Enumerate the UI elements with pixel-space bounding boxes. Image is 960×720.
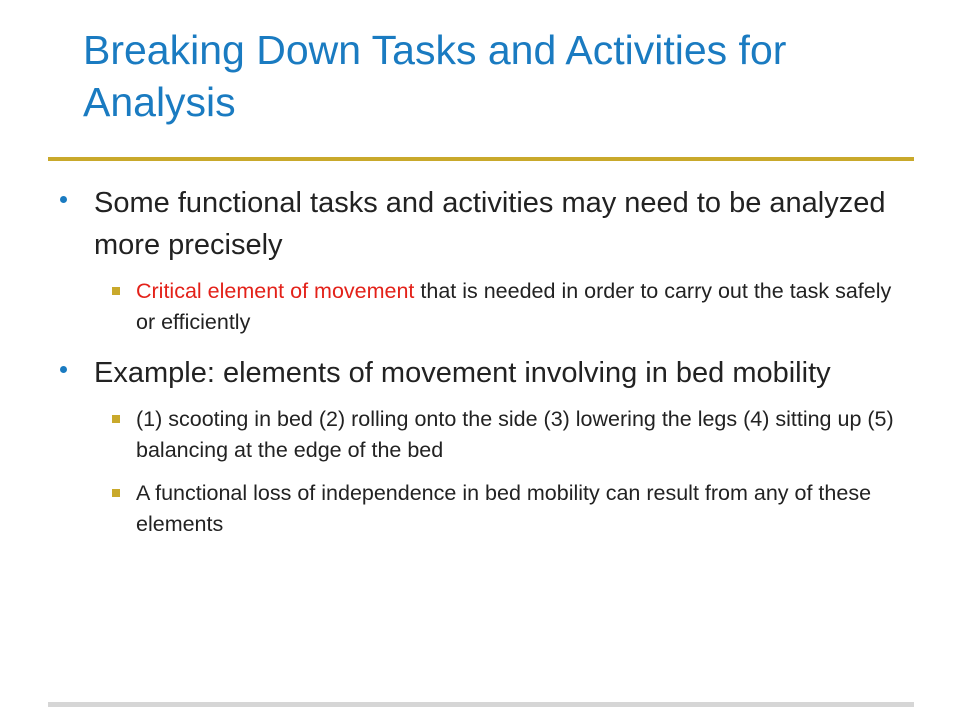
slide-body xyxy=(48,182,898,552)
sub-bullet-1-1 xyxy=(48,276,898,338)
footer-divider xyxy=(48,702,914,707)
square-bullet-icon xyxy=(112,287,120,295)
highlight-text: Critical element of movement xyxy=(136,279,415,303)
square-bullet-icon xyxy=(112,415,120,423)
sub-bullet-2-1 xyxy=(48,404,898,466)
title-divider xyxy=(48,157,914,161)
bullet-2 xyxy=(48,352,898,394)
sub-bullet-2-2 xyxy=(48,478,898,540)
slide-title: Breaking Down Tasks and Activities for Analysis xyxy=(83,27,787,125)
bullet-1 xyxy=(48,182,898,266)
sub-bullet-2-1-text: (1) scooting in bed (2) rolling onto the side (3) lowering the legs (4) sitting up (5) balancing at the edge of the bed xyxy=(136,407,894,462)
bullet-dot-icon xyxy=(60,196,67,203)
bullet-dot-icon xyxy=(60,366,67,373)
sub-bullet-1-1-text: that is needed in order to carry out the task safely or efficiently xyxy=(136,279,892,334)
square-bullet-icon xyxy=(112,489,120,497)
bullet-2-text: Example: elements of movement involving in bed mobility xyxy=(94,357,831,389)
sub-bullet-2-2-text: A functional loss of independence in bed mobility can result from any of these elements xyxy=(136,481,872,536)
bullet-1-text: Some functional tasks and activities may need to be analyzed more precisely xyxy=(94,187,886,261)
